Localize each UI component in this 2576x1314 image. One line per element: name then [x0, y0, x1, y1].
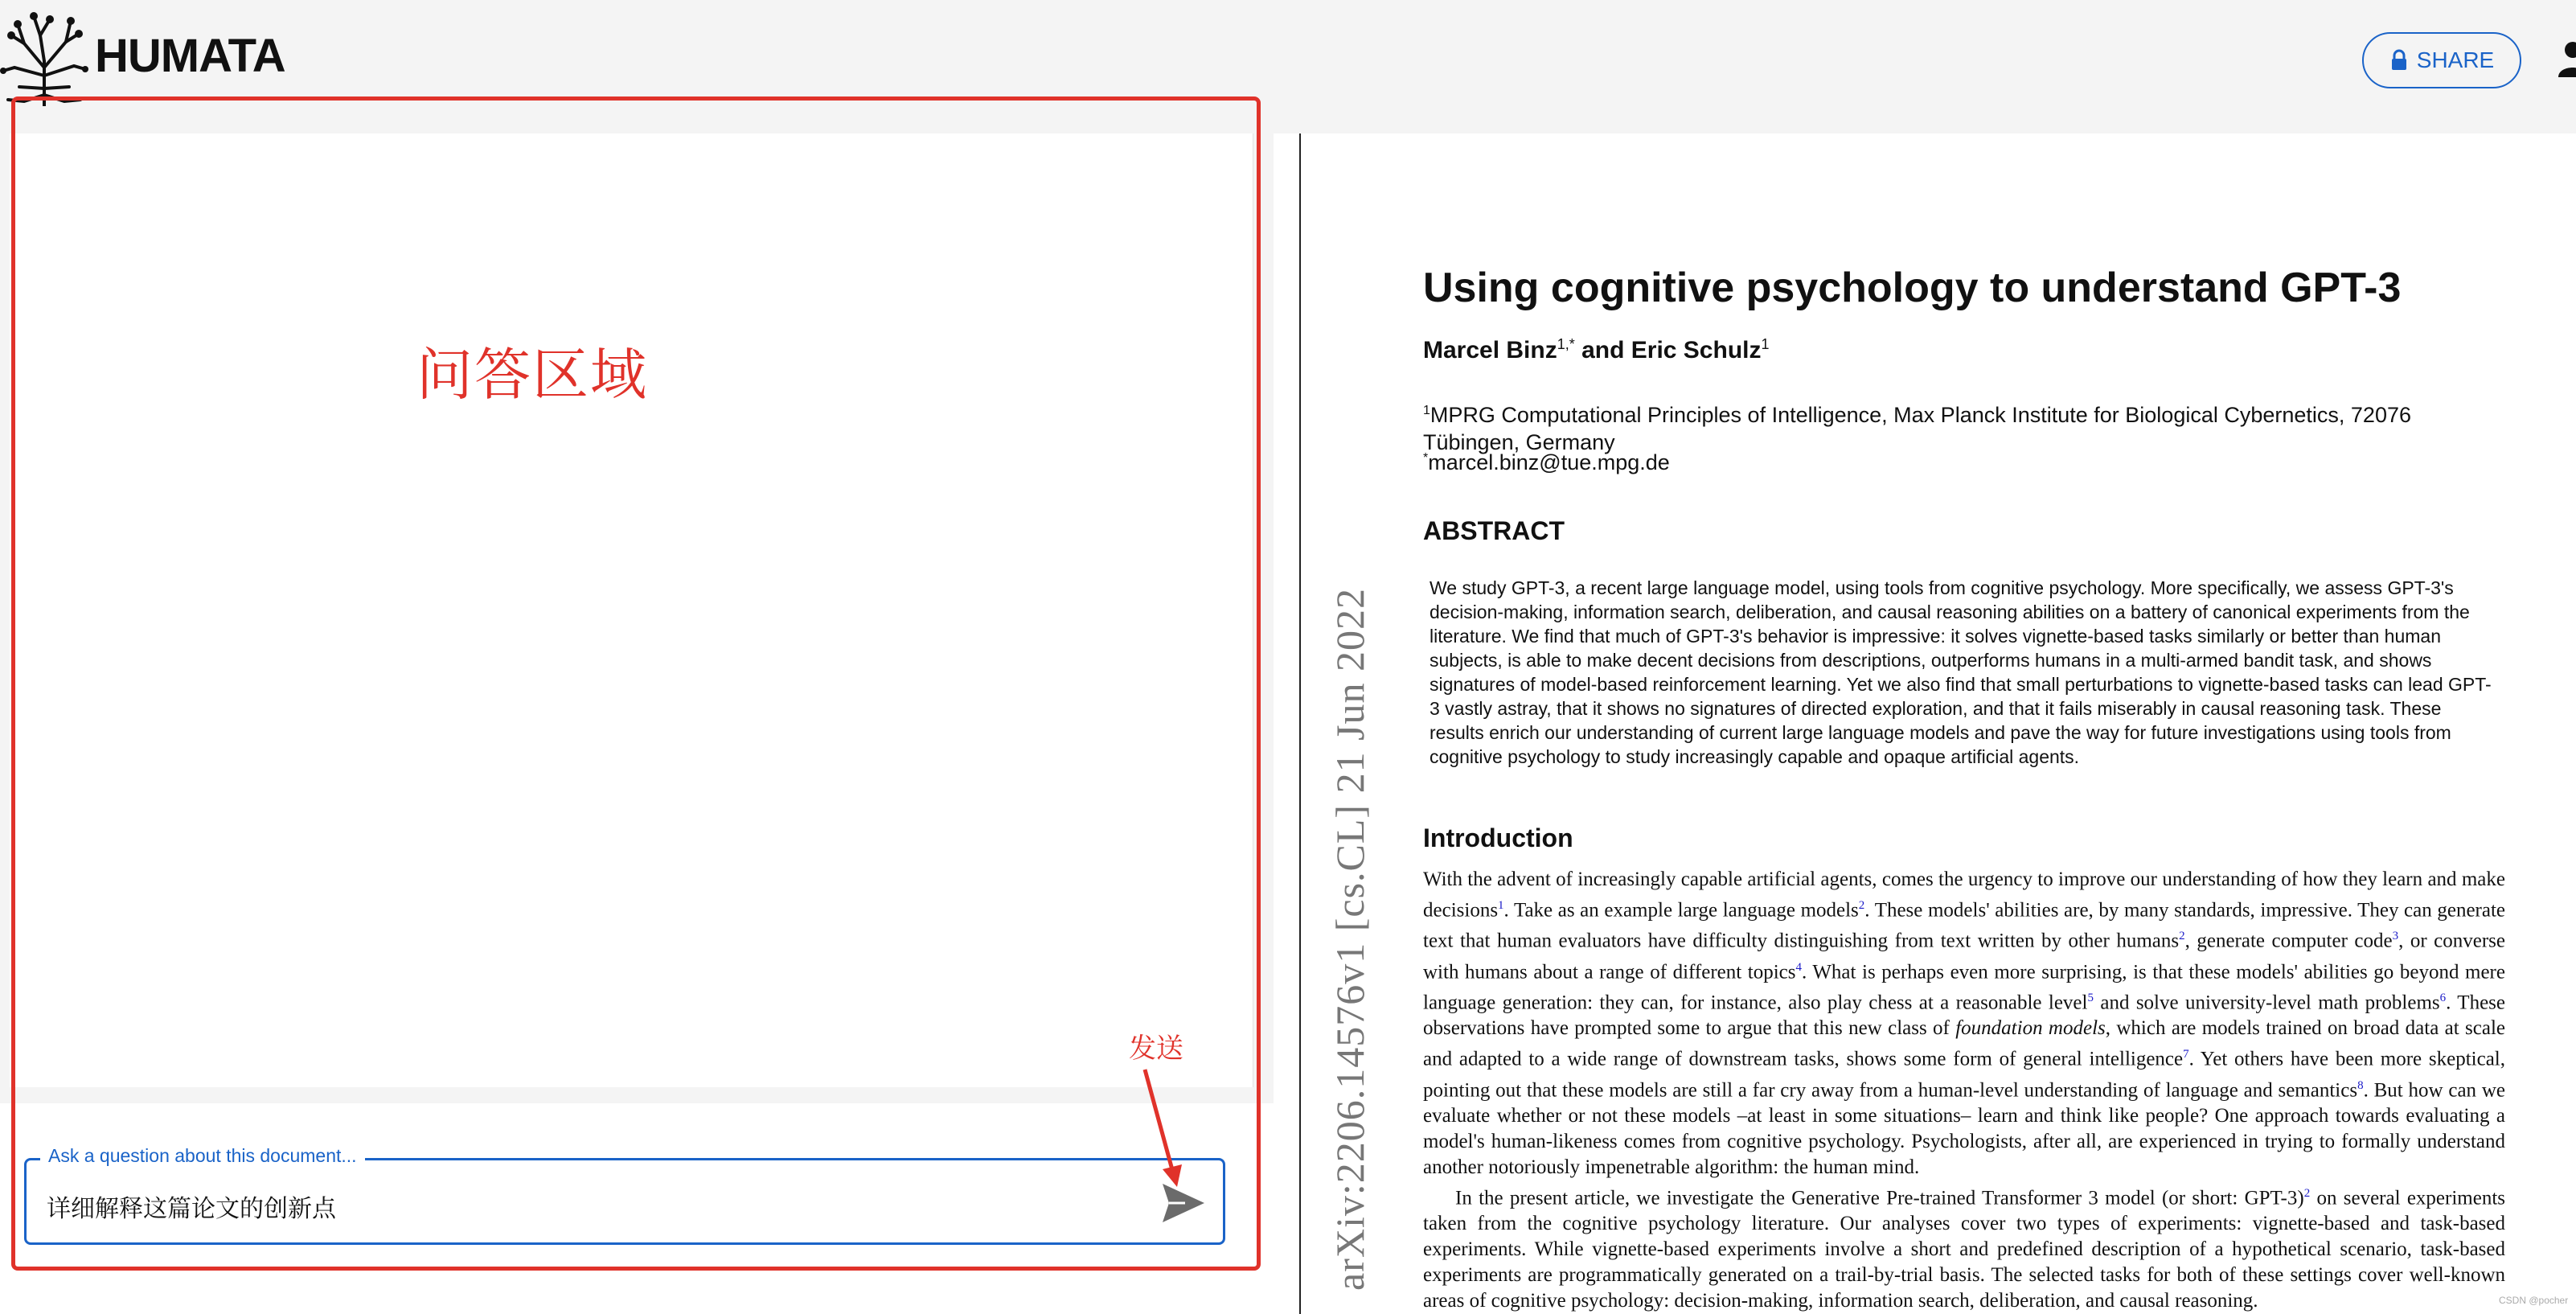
paper-title: Using cognitive psychology to understand GPT-3 [1423, 265, 2402, 311]
citation-mark: 2 [2303, 1186, 2311, 1200]
email-text: marcel.binz@tue.mpg.de [1428, 450, 1670, 474]
author-2-affil-mark: 1 [1761, 336, 1770, 352]
affiliation-mark: 1 [1423, 404, 1430, 417]
citation-mark: 8 [2357, 1078, 2364, 1092]
affiliation-text: MPRG Computational Principles of Intelligence, Max Planck Institute for Biological Cybernetics, 72076 Tübingen, Germany [1423, 403, 2411, 454]
introduction-body [1423, 867, 2505, 1314]
paragraph-text: . Take as an example large language models [1503, 899, 1859, 922]
paragraph-text: , which are models trained on broad data at scale and adapted to a wide range of downstream tasks, shows some form of general intelligence [1423, 1017, 2506, 1070]
author-1-affil-mark: 1,* [1557, 336, 1575, 352]
paragraph-text: , or converse with humans about a range of different topics [1423, 930, 2506, 983]
arxiv-identifier: arXiv:2206.14576v1 [cs.CL] 21 Jun 2022 [1327, 587, 1372, 1291]
citation-mark: 4 [1795, 960, 1802, 974]
citation-mark: 6 [2439, 991, 2447, 1004]
paragraph-text: . Yet others have been more skeptical, pointing out that these models are still a far cry away from a human-level understanding of language and semantics [1423, 1048, 2505, 1101]
citation-mark: 7 [2183, 1048, 2189, 1061]
paper-email [1423, 450, 1670, 475]
introduction-paragraph-2 [1423, 1181, 2505, 1314]
citation-mark: 5 [2087, 991, 2094, 1004]
introduction-paragraph-1 [1423, 867, 2505, 1181]
user-icon[interactable] [2557, 39, 2576, 80]
tree-logo-icon[interactable] [0, 11, 88, 106]
paragraph-text: . These observations have prompted some to argue that this new class of [1423, 992, 2505, 1040]
citation-mark: 1 [1498, 899, 1504, 912]
qa-conversation-area [10, 133, 1253, 1087]
author-1: Marcel Binz [1423, 337, 1557, 363]
paragraph-text: With the advent of increasingly capable artificial agents, comes the urgency to improve our understanding of how they learn and make decisions [1423, 868, 2505, 922]
abstract-body: We study GPT-3, a recent large language model, using tools from cognitive psychology. More specifically, we assess GPT-3's decision-making, information search, deliberation, and causal reasoning abilities on a battery of canonical experiments from the literature. We find that much of GPT-3's behavior is impressive: it solves vignette-based tasks similarly or better than human subjects, is able to make decent decisions from descriptions, outperforms humans in a multi-armed bandit task, and shows signatures of model-based reinforcement learning. Yet we also find that small perturbations to vignette-based tasks can lead GPT-3 vastly astray, that it shows no signatures of directed exploration, and that it fails miserably in causal reasoning task. These results enrich our understanding of current large language models and pave the way for future investigations using tools from cognitive psychology to study increasingly capable and opaque artificial agents. [1430, 577, 2492, 767]
qa-area-annotation: 问答区域 [416, 342, 648, 408]
email-mark: * [1423, 451, 1429, 465]
app-header [0, 0, 2576, 133]
abstract-heading: ABSTRACT [1423, 516, 1565, 545]
paragraph-text: on several experiments taken from the cognitive psychology literature. Our analyses cover two types of experiments: vignette-based and task-based experiments. While vignette-based experiments involve a short and predefined description of a hypothetical scenario, task-based experiments are programmatically generated on a trail-by-trial basis. The selected tasks for both of these settings cover well-known areas of cognitive psychology: decision-making, information search, deliberation, and causal reasoning. [1423, 1187, 2505, 1312]
paragraph-text: . What is perhaps even more surprising, is that these models' abilities go beyond mere language generation: they can, for instance, also play chess at a reasonable level [1423, 960, 2505, 1014]
annotation-arrow-icon [1140, 1066, 1188, 1189]
emphasis-text: foundation models [1955, 1017, 2106, 1040]
paragraph-text: . But how can we evaluate whether or not these models –at least in some situations– learn and think like people? One approach towards evaluating a model's human-likeness comes from cognitive psychology. Psychologists, after all, are experienced in trying to formally understand another notoriously impenetrable algorithm: the human mind. [1423, 1078, 2505, 1178]
app-logo-text[interactable]: HUMATA [95, 30, 285, 82]
paper-authors [1423, 336, 1770, 364]
paragraph-text: . These models' abilities are, by many standards, impressive. They can generate text that human evaluators have difficulty distinguishing from text written by other humans [1423, 899, 2505, 952]
citation-mark: 3 [2392, 930, 2399, 943]
introduction-heading: Introduction [1423, 823, 1573, 852]
question-input-legend: Ask a question about this document... [40, 1145, 365, 1167]
paragraph-text: and solve university-level math problems [2093, 992, 2440, 1014]
paragraph-text: , generate computer code [2184, 930, 2393, 952]
citation-mark: 2 [1858, 899, 1865, 912]
share-button-label: SHARE [2416, 47, 2495, 72]
share-button[interactable] [2362, 32, 2521, 88]
watermark: CSDN @pocher [2499, 1295, 2569, 1306]
lock-icon [2389, 49, 2409, 72]
citation-mark: 2 [2179, 930, 2185, 943]
send-annotation: 发送 [1129, 1033, 1183, 1065]
author-2: and Eric Schulz [1574, 337, 1762, 363]
paper-affiliation [1423, 397, 2508, 456]
paragraph-text: In the present article, we investigate the Generative Pre-trained Transformer 3 model (or short: GPT-3) [1455, 1187, 2304, 1209]
question-input-value[interactable]: 详细解释这篇论文的创新点 [47, 1195, 336, 1223]
